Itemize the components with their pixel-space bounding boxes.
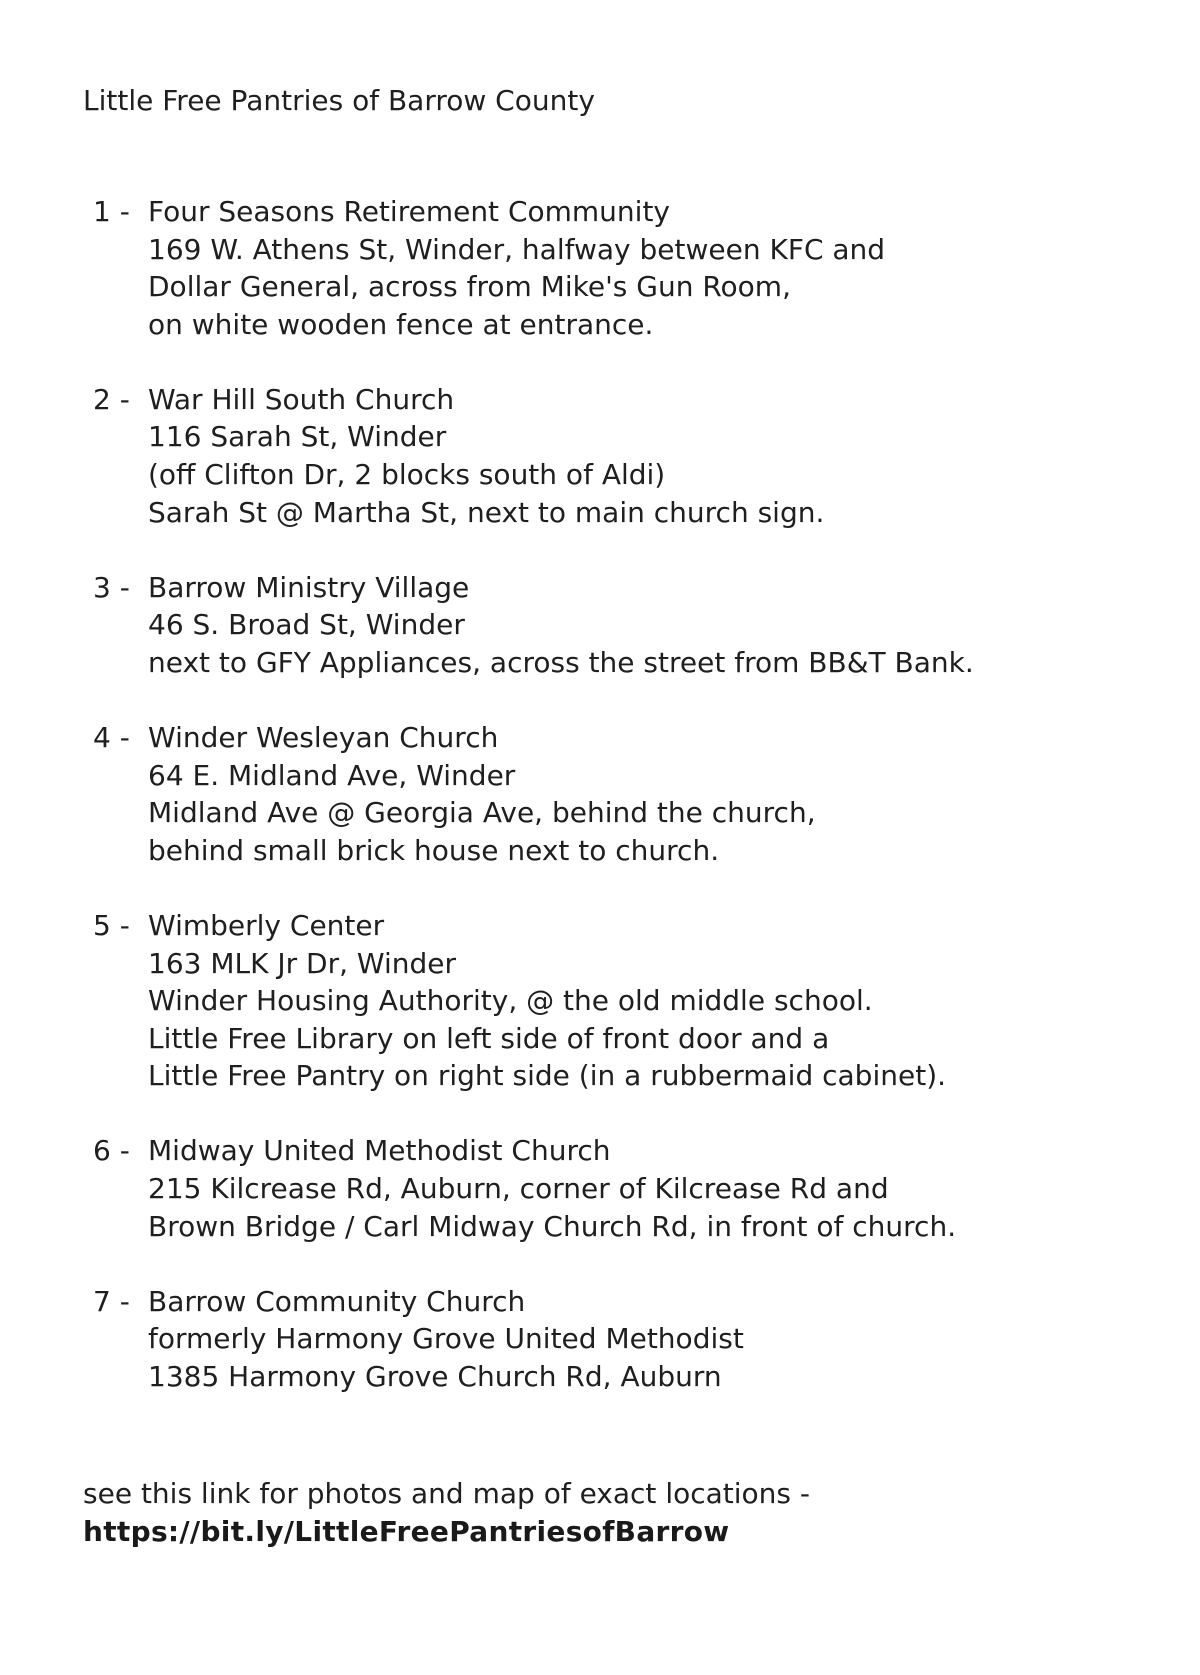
location-number: 3 -: [93, 570, 130, 604]
location-name: Barrow Community Church: [148, 1284, 526, 1318]
location-number: 5 -: [93, 908, 130, 942]
location-detail-line: Dollar General, across from Mike's Gun Room,: [148, 270, 791, 304]
location-name: Barrow Ministry Village: [148, 570, 470, 604]
location-detail-line: Brown Bridge / Carl Midway Church Rd, in front of church.: [148, 1209, 957, 1243]
location-name: Winder Wesleyan Church: [148, 721, 499, 755]
pantry-location-6: [93, 1132, 1173, 1245]
location-detail-line: 1385 Harmony Grove Church Rd, Auburn: [148, 1359, 722, 1393]
location-detail-line: 64 E. Midland Ave, Winder: [148, 758, 516, 792]
locations-link[interactable]: https://bit.ly/LittleFreePantriesofBarrow: [83, 1515, 730, 1548]
location-body: [148, 381, 824, 531]
pantry-location-5: [93, 907, 1173, 1095]
location-detail-line: behind small brick house next to church.: [148, 833, 720, 867]
location-name: Midway United Methodist Church: [148, 1134, 611, 1168]
document-title: Little Free Pantries of Barrow County: [83, 84, 595, 117]
footer-note: see this link for photos and map of exact locations -: [83, 1477, 811, 1510]
location-detail-line: Winder Housing Authority, @ the old middle school.: [148, 984, 873, 1018]
location-body: [148, 569, 974, 682]
location-detail-line: 169 W. Athens St, Winder, halfway between KFC and: [148, 232, 886, 266]
location-name: Four Seasons Retirement Community: [148, 195, 670, 228]
location-number: 1 -: [93, 195, 130, 228]
location-detail-line: on white wooden fence at entrance.: [148, 307, 654, 341]
location-body: [148, 193, 885, 343]
pantry-location-2: [93, 381, 1173, 531]
pantry-location-7: [93, 1283, 1173, 1396]
pantry-location-4: [93, 719, 1173, 869]
pantry-location-3: [93, 569, 1173, 682]
location-number: 7 -: [93, 1284, 130, 1318]
location-detail-line: Sarah St @ Martha St, next to main church sign.: [148, 495, 825, 529]
location-name: War Hill South Church: [148, 382, 455, 416]
location-detail-line: (off Clifton Dr, 2 blocks south of Aldi): [148, 458, 666, 492]
location-number: 2 -: [93, 382, 130, 416]
location-body: [148, 907, 946, 1095]
location-number: 4 -: [93, 721, 130, 755]
location-detail-line: 46 S. Broad St, Winder: [148, 608, 465, 642]
location-detail-line: formerly Harmony Grove United Methodist: [148, 1322, 744, 1356]
location-detail-line: 116 Sarah St, Winder: [148, 420, 447, 454]
pantry-location-list: [93, 193, 1173, 1433]
location-name: Wimberly Center: [148, 908, 385, 942]
location-detail-line: Little Free Pantry on right side (in a rubbermaid cabinet).: [148, 1059, 947, 1093]
location-body: [148, 719, 816, 869]
location-number: 6 -: [93, 1134, 130, 1168]
location-detail-line: Midland Ave @ Georgia Ave, behind the church,: [148, 796, 816, 830]
pantry-location-1: [93, 193, 1173, 343]
location-detail-line: 163 MLK Jr Dr, Winder: [148, 946, 457, 980]
location-body: [148, 1132, 956, 1245]
location-body: [148, 1283, 744, 1396]
location-detail-line: Little Free Library on left side of front door and a: [148, 1021, 830, 1055]
footer: [83, 1475, 810, 1551]
location-detail-line: 215 Kilcrease Rd, Auburn, corner of Kilcrease Rd and: [148, 1171, 889, 1205]
location-detail-line: next to GFY Appliances, across the street from BB&T Bank.: [148, 645, 974, 679]
